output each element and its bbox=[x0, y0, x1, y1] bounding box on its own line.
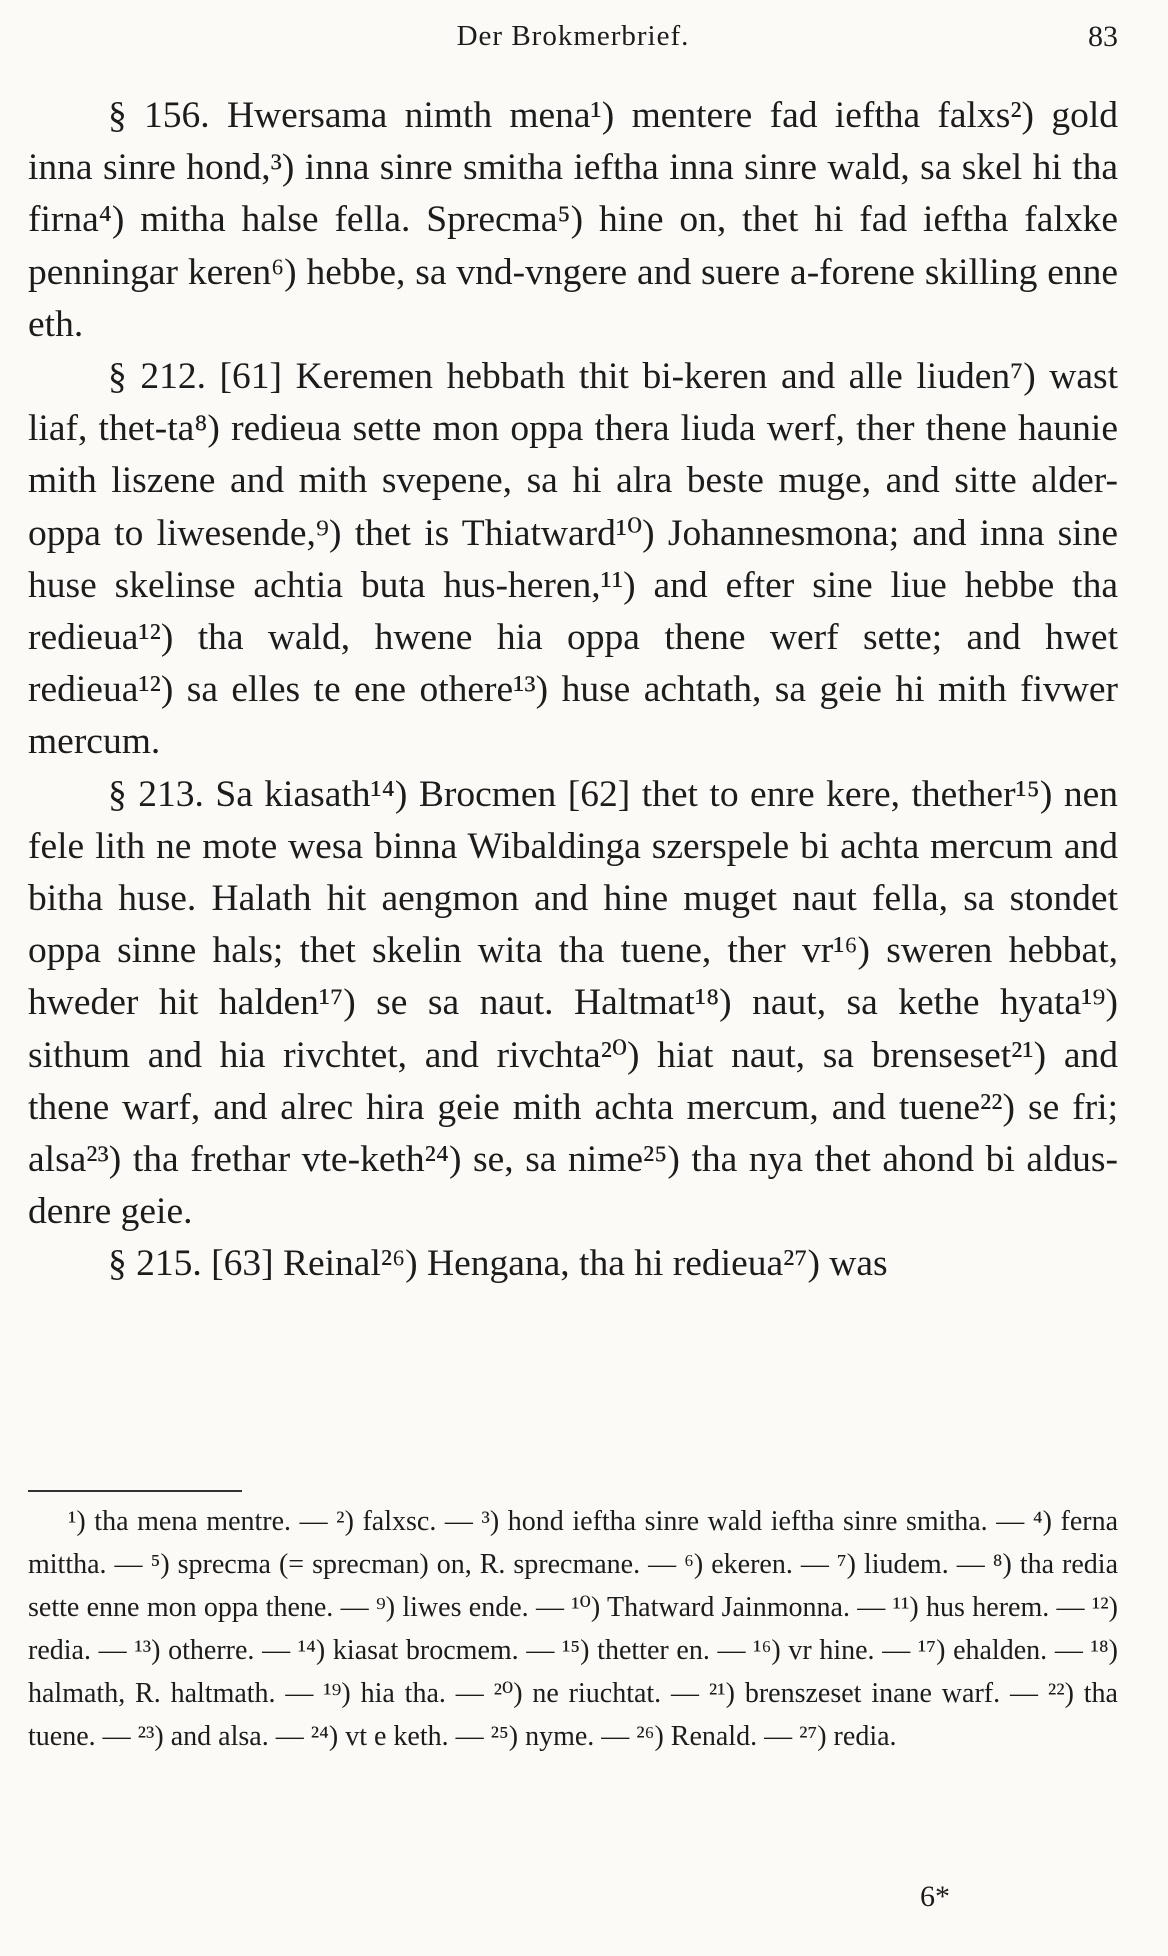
footnote-text: ¹) tha mena mentre. — ²) falxsc. — ³) hond ieftha sinre wald ieftha sinre smitha. — ⁴) ferna mittha. — ⁵) sprecma (= sprecman) on, R. sprecmane. — ⁶) ekeren. — ⁷) liudem. — ⁸) tha redia sette enne mon oppa thene. — ⁹) liwes ende. — ¹⁰) Thatward Jainmonna. — ¹¹) hus herem. — ¹²) redia. — ¹³) otherre. — ¹⁴) kiasat brocmem. — ¹⁵) thetter en. — ¹⁶) vr hine. — ¹⁷) ehalden. — ¹⁸) halmath, R. haltmath. — ¹⁹) hia tha. — ²⁰) ne riuchtat. — ²¹) brenszeset inane warf. — ²²) tha tuene. — ²³) and alsa. — ²⁴) vt e keth. — ²⁵) nyme. — ²⁶) Renald. — ²⁷) redia. bbox=[28, 1506, 1118, 1752]
page-number: 83 bbox=[1088, 20, 1118, 53]
paragraph-215: § 215. [63] Reinal²⁶) Hengana, tha hi redieua²⁷) was bbox=[108, 1243, 888, 1285]
paragraph-156: § 156. Hwersama nimth mena¹) mentere fad ieftha falxs²) gold inna sinre hond,³) inna sinre smitha ieftha inna sinre wald, sa skel hi tha firna⁴) mitha halse fella. Sprecma⁵) hine on, thet hi fad ieftha falxke penningar keren⁶) hebbe, sa vnd-vngere and suere a-forene skilling enne eth. bbox=[28, 95, 1118, 345]
footnote-divider bbox=[28, 1490, 242, 1492]
running-title: Der Brokmerbrief. bbox=[456, 20, 690, 52]
paragraph-212: § 212. [61] Keremen hebbath thit bi-keren and alle liuden⁷) wast liaf, thet-ta⁸) redieua sette mon oppa thera liuda werf, ther thene haunie mith liszene and mith svepene, sa hi alra beste muge, and sitte alder-oppa to liwesende,⁹) thet is Thiatward¹⁰) Johannesmona; and inna sine huse skelinse achtia buta hus-heren,¹¹) and efter sine liue hebbe tha redieua¹²) tha wald, hwene hia oppa thene werf sette; and hwet redieua¹²) sa elles te ene othere¹³) huse achtath, sa geie hi mith fivwer mercum. bbox=[28, 356, 1118, 763]
footnotes bbox=[28, 1500, 1118, 1758]
page-header bbox=[28, 18, 1118, 62]
main-text bbox=[28, 90, 1118, 1291]
signature-mark: 6* bbox=[920, 1880, 950, 1913]
paragraph-213: § 213. Sa kiasath¹⁴) Brocmen [62] thet to enre kere, thether¹⁵) nen fele lith ne mote wesa binna Wibaldinga szerspele bi achta mercum and bitha huse. Halath hit aengmon and hine muget naut fella, sa stondet oppa sinne hals; thet skelin wita tha tuene, ther vr¹⁶) sweren hebbat, hweder hit halden¹⁷) se sa naut. Haltmat¹⁸) naut, sa kethe hyata¹⁹) sithum and hia rivchtet, and rivchta²⁰) hiat naut, sa brenseset²¹) and thene warf, and alrec hira geie mith achta mercum, and tuene²²) se fri; alsa²³) tha frethar vte-keth²⁴) se, sa nime²⁵) tha nya thet ahond bi aldus-denre geie. bbox=[28, 773, 1118, 1233]
